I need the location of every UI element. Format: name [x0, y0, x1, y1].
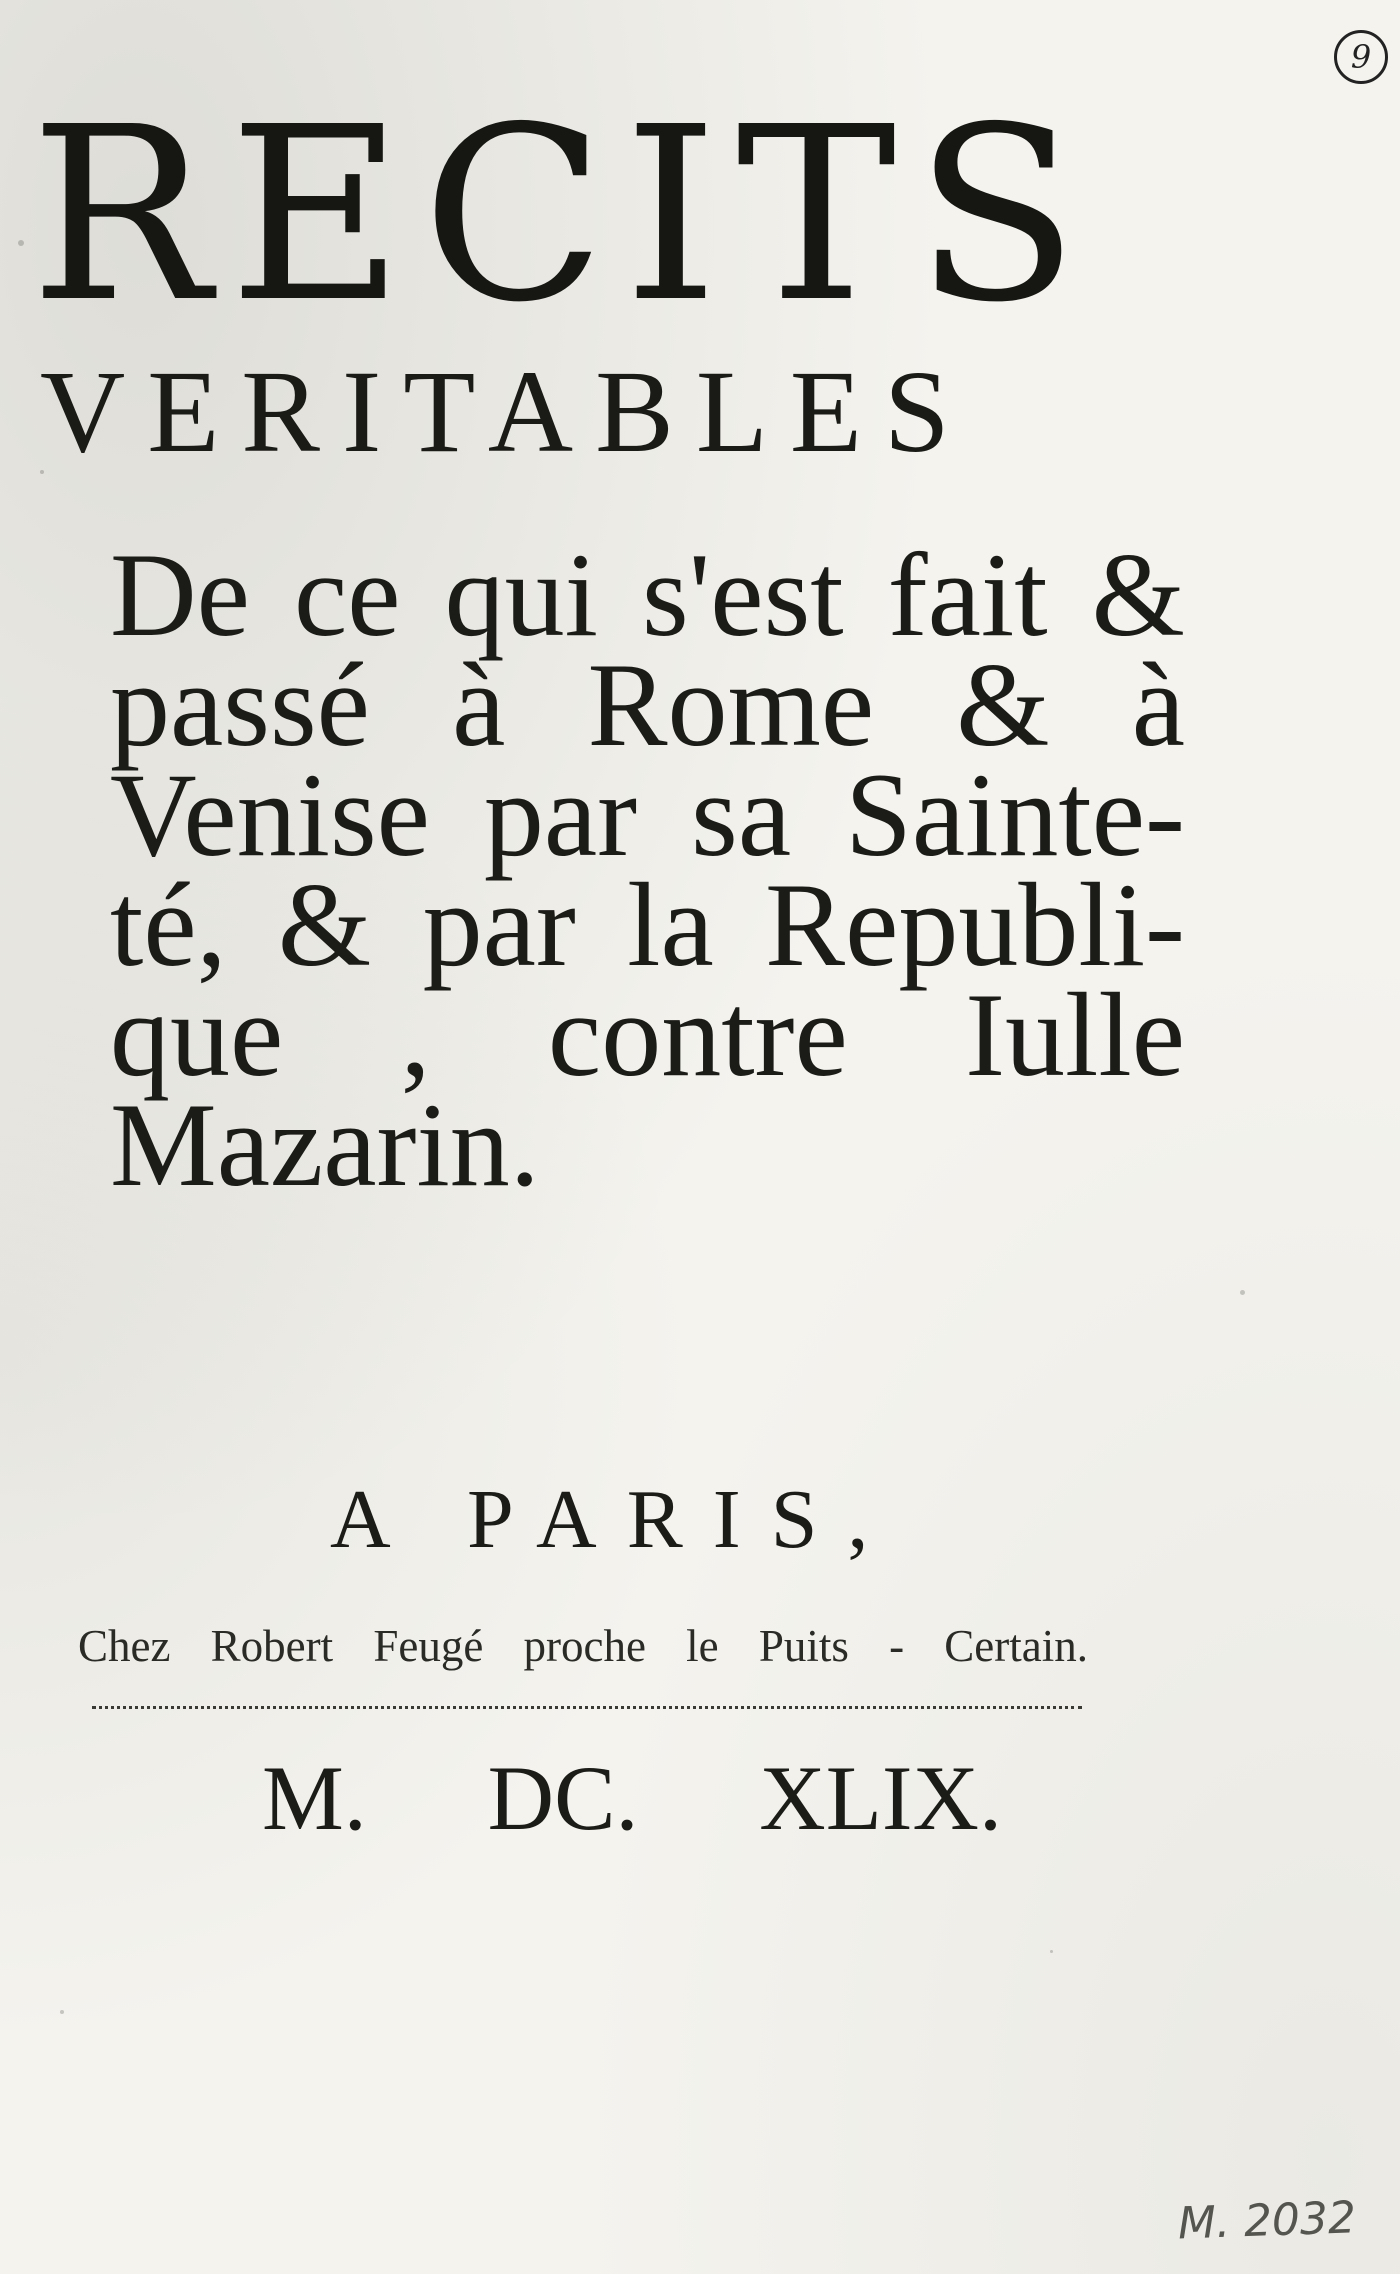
title-sub: VERITABLES — [40, 346, 972, 477]
paper-speckle — [1240, 1290, 1245, 1295]
paper-speckle — [18, 240, 24, 246]
imprint-date: M. DC. XLIX. — [262, 1747, 1002, 1849]
title-line: De ce qui s'est fait & — [110, 528, 1185, 661]
shelfmark: M. 2032 — [1177, 2192, 1357, 2250]
paper-speckle — [1050, 1950, 1053, 1953]
title-body — [110, 528, 1185, 1211]
title-main: RECITS — [30, 75, 1097, 355]
title-line: té, & par la Republi- — [110, 858, 1185, 991]
title-line: passé à Rome & à — [110, 638, 1185, 771]
imprint-city: A PARIS, — [330, 1473, 899, 1566]
paper-speckle — [60, 2010, 64, 2014]
paper-speckle — [40, 470, 44, 474]
imprint-printer: Chez Robert Feugé proche le Puits - Certain. — [78, 1621, 1088, 1671]
title-line: Mazarin. — [110, 1078, 540, 1211]
folio-number: 9 — [1334, 30, 1388, 84]
title-line: que , contre Iulle — [110, 968, 1185, 1101]
title-line: Venise par sa Sainte- — [110, 748, 1185, 881]
divider-rule — [92, 1706, 1082, 1709]
